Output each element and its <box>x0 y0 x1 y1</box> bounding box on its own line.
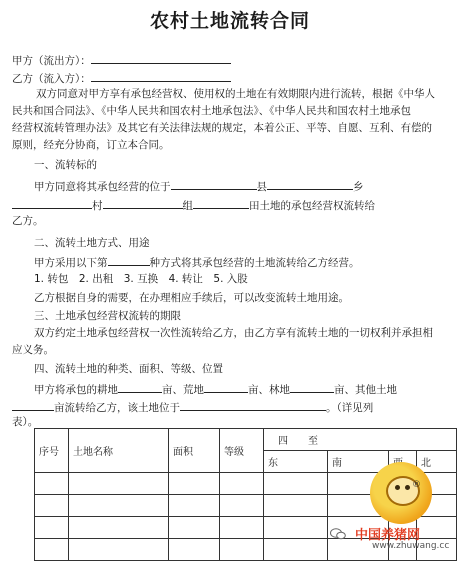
section-2-text-end: 种方式将其承包经营的土地流转给乙方经营。 <box>149 257 360 269</box>
section-3-heading: 三、土地承包经营权流转的期限 <box>34 310 181 322</box>
village-label: 村 <box>92 200 103 212</box>
group-label: 组 <box>182 200 193 212</box>
section-1-line-2 <box>12 197 375 213</box>
location-blank[interactable] <box>180 399 326 411</box>
section-4-location-text: 亩流转给乙方，该土地位于 <box>54 402 180 414</box>
wasteland-label: 亩、林地 <box>248 384 290 396</box>
township-blank[interactable] <box>267 178 353 190</box>
county-blank[interactable] <box>171 178 257 190</box>
farmland-blank[interactable] <box>118 381 162 393</box>
section-4-see-list: 。（详见列 <box>326 402 374 414</box>
section-4-heading: 四、流转土地的种类、面积、等级、位置 <box>34 363 223 375</box>
col-header-no: 序号 <box>35 429 69 473</box>
registered-mark: ® <box>412 480 421 490</box>
section-3-line-1: 双方约定土地承包经营权一次性流转给乙方，由乙方享有流转土地的一切权利并承担相 <box>34 327 433 339</box>
section-2-options: 1. 转包 2. 出租 3. 互换 4. 转让 5. 入股 <box>34 273 248 285</box>
section-2-heading: 二、流转土地方式、用途 <box>34 237 150 249</box>
party-b-label: 乙方（流入方）： <box>12 73 91 85</box>
section-4-line-3: 表）。 <box>12 416 39 428</box>
other-land-blank[interactable] <box>12 399 54 411</box>
col-header-area: 面积 <box>169 429 220 473</box>
contract-title: 农村土地流转合同 <box>149 10 310 32</box>
preamble-line-3: 经营权流转管理办法》及其它有关法律法规的规定，本着公正、平等、自愿、互利、有偿的 <box>12 122 432 134</box>
section-1-line-3: 乙方。 <box>12 215 44 227</box>
wechat-icon <box>330 528 346 540</box>
section-1-heading: 一、流转标的 <box>34 159 97 171</box>
col-header-grade: 等级 <box>220 429 264 473</box>
section-2-text: 甲方采用以下第 <box>34 257 108 269</box>
pig-mascot-logo-icon <box>370 462 432 524</box>
col-header-east: 东 <box>264 451 328 473</box>
watermark-site-name: 中国养猪网 <box>355 528 421 543</box>
method-blank[interactable] <box>108 254 150 266</box>
party-b-blank[interactable] <box>91 70 231 82</box>
forest-blank[interactable] <box>290 381 334 393</box>
party-a-label: 甲方（流出方）： <box>12 55 91 67</box>
township-label: 乡 <box>353 181 364 193</box>
group-blank[interactable] <box>103 197 183 209</box>
col-header-south: 南 <box>328 451 389 473</box>
watermark-url: www.zhuwang.cc <box>372 541 450 551</box>
table-header-row-1 <box>35 429 457 451</box>
wasteland-blank[interactable] <box>204 381 248 393</box>
village-blank[interactable] <box>12 197 92 209</box>
other-land-label: 亩、其他土地 <box>334 384 397 396</box>
section-2-line-1 <box>34 254 360 270</box>
preamble-line-4: 原则，经充分协商，订立本合同。 <box>12 139 170 151</box>
county-label: 县 <box>256 181 267 193</box>
section-4-line-1 <box>34 381 397 397</box>
section-1-transfer-text: 田土地的承包经营权流转给 <box>249 200 375 212</box>
preamble-line-1: 双方同意对甲方享有承包经营权、使用权的土地在有效期限内进行流转，根据《中华人 <box>36 88 435 100</box>
farmland-label: 亩、荒地 <box>162 384 204 396</box>
section-4-line-2 <box>12 399 373 415</box>
party-b-line <box>12 70 231 86</box>
field-blank[interactable] <box>193 197 249 209</box>
section-4-text: 甲方将承包的耕地 <box>34 384 118 396</box>
section-1-line-1 <box>34 178 364 194</box>
preamble-line-2: 民共和国合同法》、《中华人民共和国农村土地承包法》、《中华人民共和国农村土地承包 <box>12 105 411 117</box>
party-a-line <box>12 52 231 68</box>
section-2-line-3: 乙方根据自身的需要，在办理相应手续后，可以改变流转土地用途。 <box>34 292 349 304</box>
section-1-text: 甲方同意将其承包经营的位于 <box>34 181 171 193</box>
col-header-north: 北 <box>417 451 457 473</box>
section-3-line-2: 应义务。 <box>12 344 54 356</box>
col-header-name: 土地名称 <box>69 429 169 473</box>
party-a-blank[interactable] <box>91 52 231 64</box>
col-header-boundaries: 四 至 <box>264 429 457 451</box>
